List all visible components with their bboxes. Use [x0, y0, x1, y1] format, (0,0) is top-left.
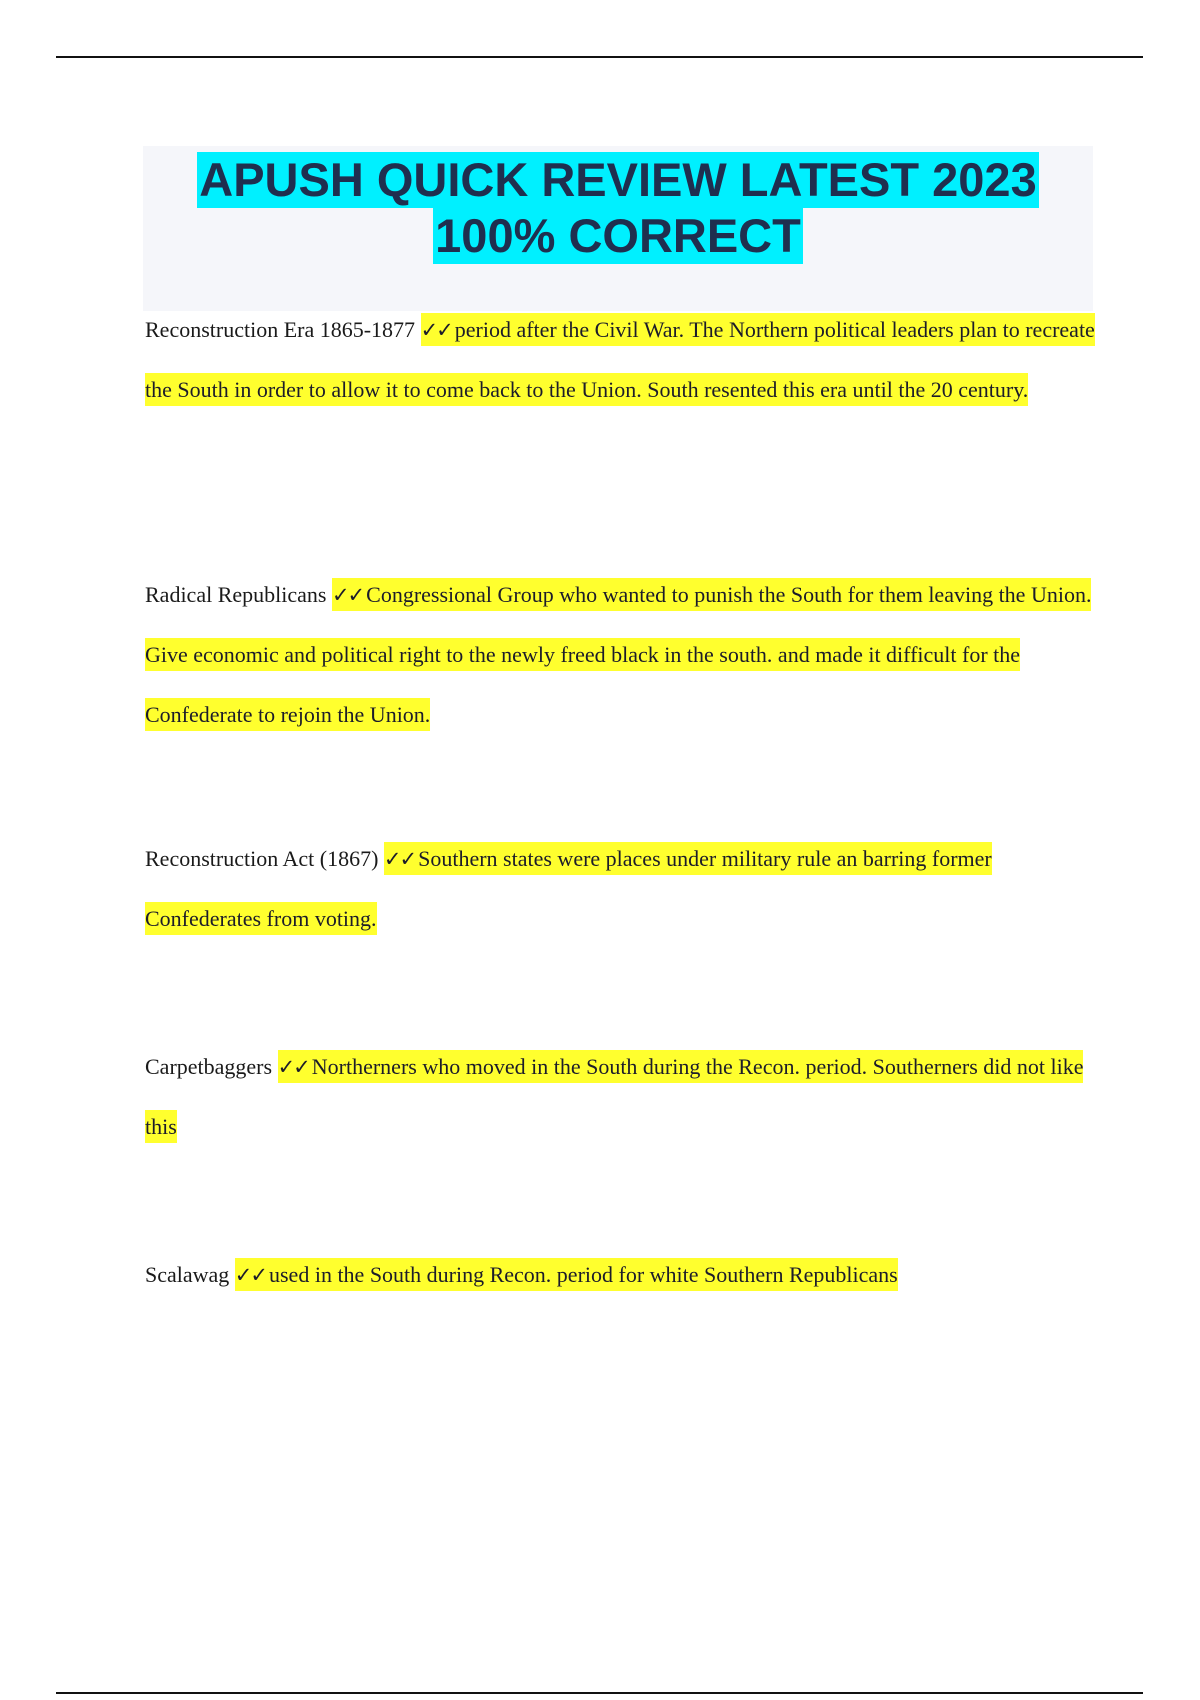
entry-term: Reconstruction Act (1867) [145, 846, 379, 871]
definition-text: period after the Civil War. The Northern political leaders plan to recreate the South in order to allow it to come back to the Union. South resented this era until the 20 century. [145, 317, 1095, 402]
entry-scalawag [145, 1245, 1095, 1305]
entry-reconstruction-era [145, 300, 1095, 420]
title-banner [143, 146, 1093, 311]
entry-term: Reconstruction Era 1865-1877 [145, 317, 416, 342]
entry-term: Radical Republicans [145, 582, 327, 607]
double-check-icon: ✓✓ [383, 847, 416, 871]
entry-carpetbaggers [145, 1037, 1095, 1157]
definition-text: Congressional Group who wanted to punish the South for them leaving the Union. Give economic and political right to the newly freed black in the south. and made it difficult for the Confederate to rejoin the Union. [145, 582, 1092, 727]
footer-rule [56, 1692, 1143, 1694]
entry-term: Carpetbaggers [145, 1054, 273, 1079]
double-check-icon: ✓✓ [331, 583, 364, 607]
entry-definition [145, 1050, 1083, 1143]
entry-definition [235, 1258, 898, 1291]
entry-reconstruction-act [145, 829, 1095, 949]
definition-text: used in the South during Recon. period for white Southern Republicans [269, 1262, 898, 1287]
entry-term: Scalawag [145, 1262, 230, 1287]
header-rule [56, 56, 1143, 58]
double-check-icon: ✓✓ [234, 1263, 266, 1287]
definition-text: Southern states were places under military rule an barring former Confederates from voting. [145, 846, 992, 931]
double-check-icon: ✓✓ [420, 318, 452, 342]
title-line-2: 100% CORRECT [435, 209, 801, 262]
title-line-1: APUSH QUICK REVIEW LATEST 2023 [199, 153, 1037, 206]
entry-radical-republicans [145, 565, 1095, 745]
definition-text: Northerners who moved in the South during the Recon. period. Southerners did not like this [145, 1054, 1084, 1139]
double-check-icon: ✓✓ [277, 1055, 309, 1079]
document-title [143, 152, 1093, 264]
